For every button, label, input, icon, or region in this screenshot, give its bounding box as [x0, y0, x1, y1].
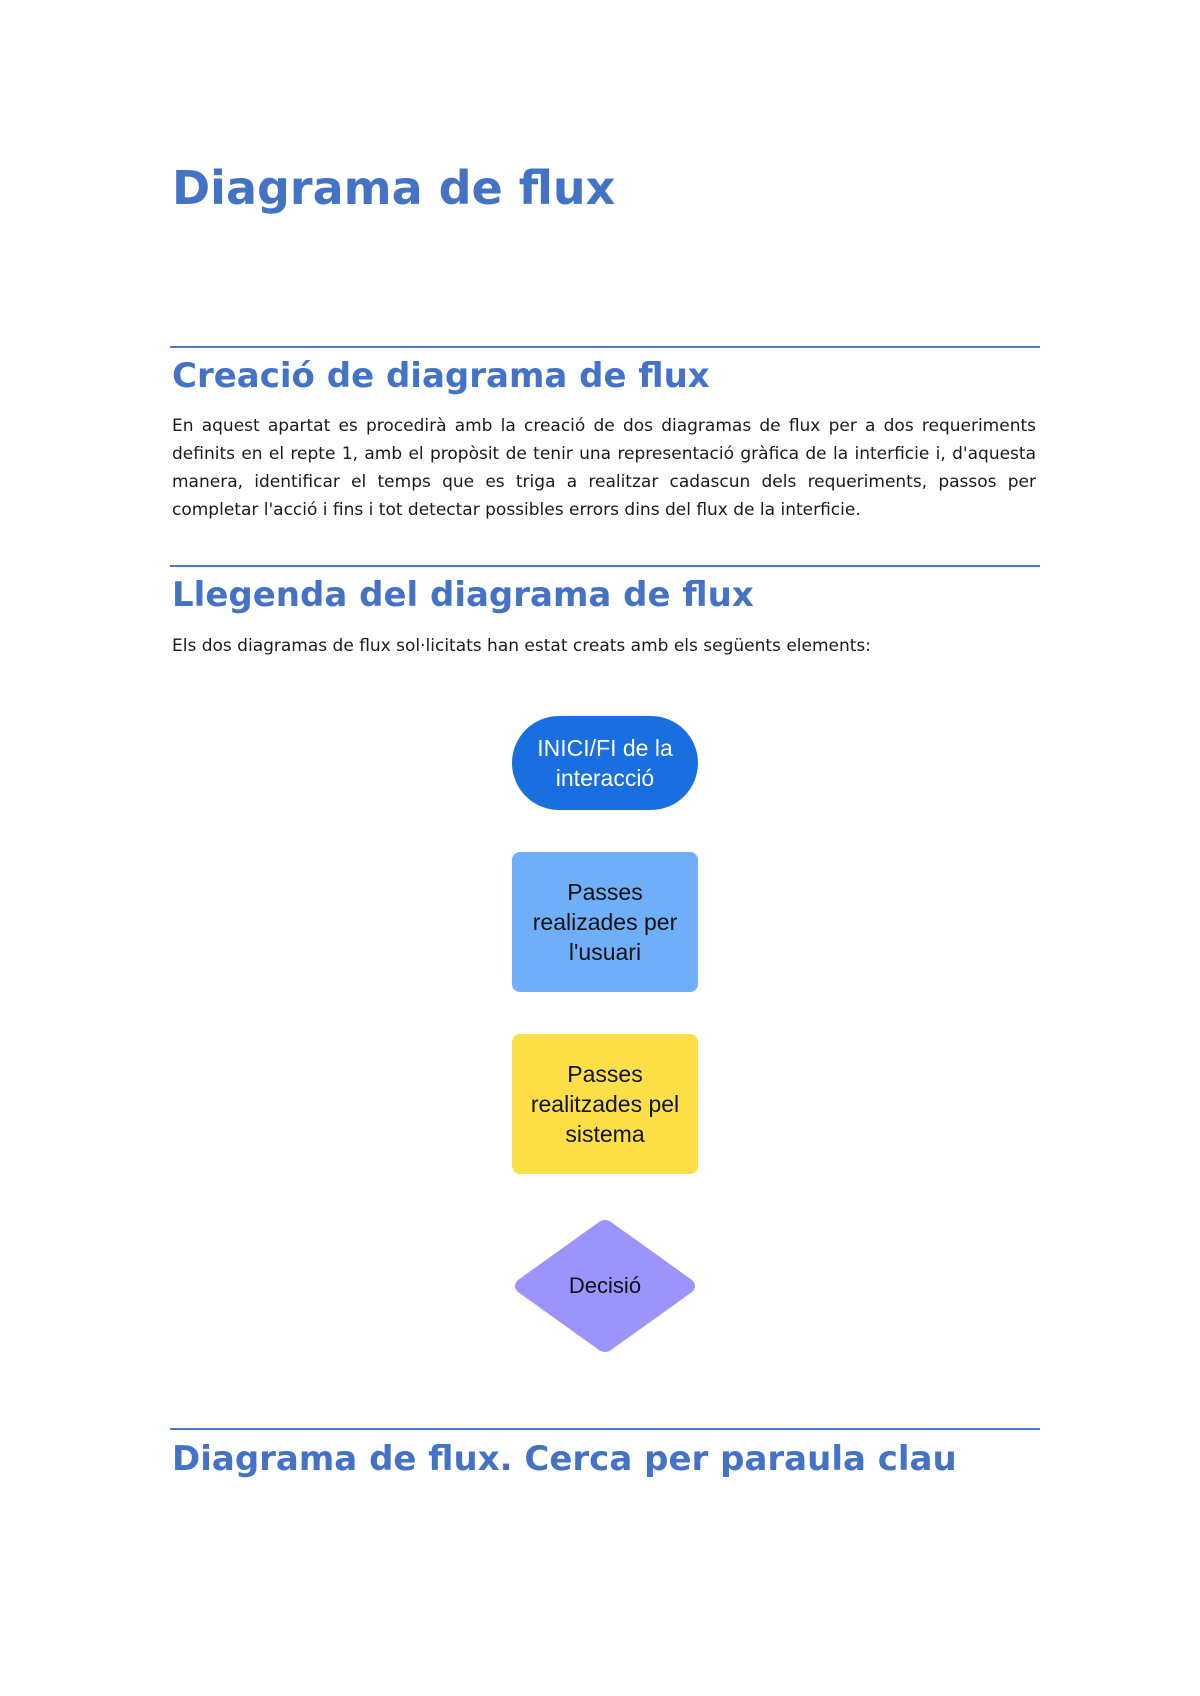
section-heading-llegenda: Llegenda del diagrama de flux: [172, 575, 754, 615]
document-title: Diagrama de flux: [172, 161, 616, 215]
legend-system-steps-shape: [512, 1034, 698, 1174]
section-heading-creacio: Creació de diagrama de flux: [172, 356, 710, 396]
section-body-llegenda: Els dos diagramas de flux sol·licitats han estat creats amb els següents elements:: [172, 636, 872, 656]
section-divider: [170, 1428, 1040, 1430]
legend-system-steps-label: Passes realitzades pel sistema: [530, 1061, 680, 1147]
section-heading-cerca: Diagrama de flux. Cerca per paraula clau: [172, 1439, 957, 1479]
section-divider: [170, 565, 1040, 567]
section-body-creacio: En aquest apartat es procedirà amb la creació de dos diagramas de flux per a dos requeriments definits en el repte 1, amb el propòsit de tenir una representació gràfica de la interficie i, d'aquesta manera, identificar el temps que es triga a realitzar cadascun dels requeriments, passos per completar l'acció i fins i tot detectar possibles errors dins del flux de la interficie.: [172, 416, 1036, 520]
legend-user-steps-label: Passes realizades per l'usuari: [532, 879, 678, 965]
legend-user-steps-shape: [512, 852, 698, 992]
legend-start-end-label: INICI/FI de la interacció: [537, 735, 673, 791]
legend-decision-label: Decisió: [568, 1273, 642, 1298]
legend-decision-shape: [512, 1218, 698, 1354]
section-divider: [170, 346, 1040, 348]
legend-start-end-shape: [512, 716, 698, 810]
